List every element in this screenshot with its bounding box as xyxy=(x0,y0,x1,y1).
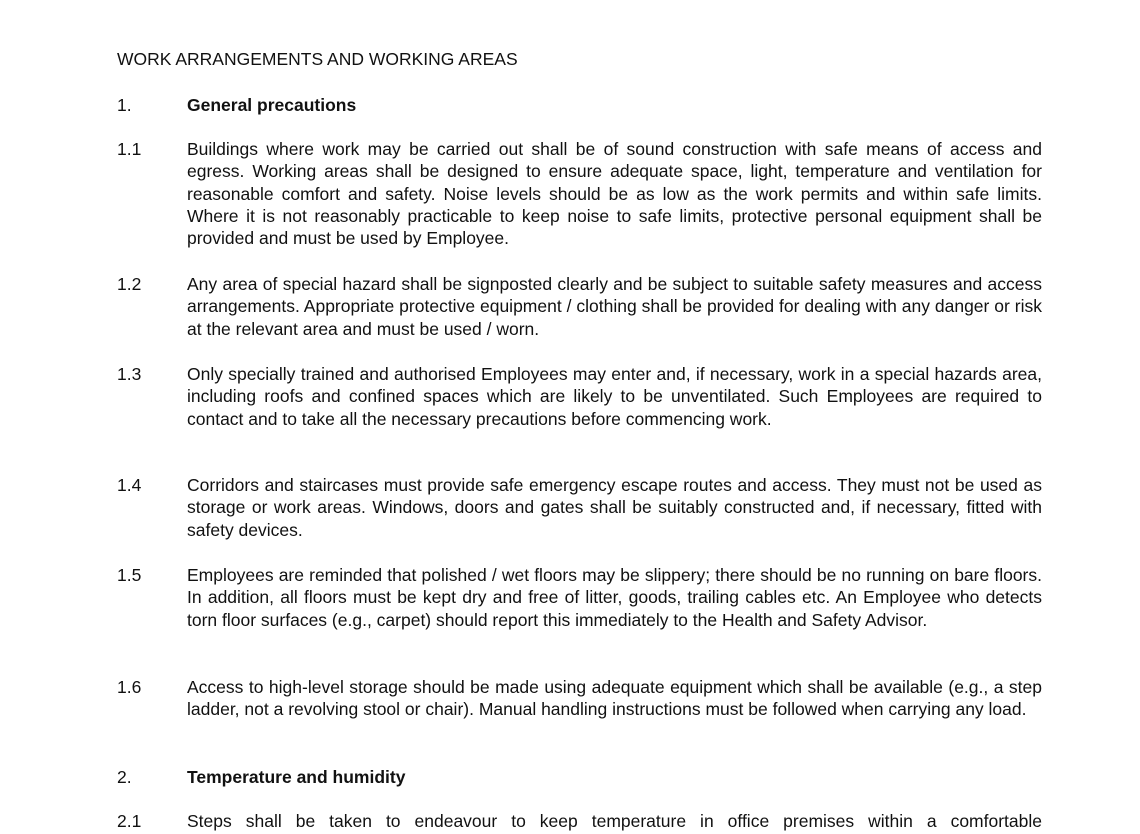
clause-number: 1.3 xyxy=(117,364,142,384)
clause-1-3 xyxy=(117,363,1042,430)
clause-text: Employees are reminded that polished / wet floors may be slippery; there should be no running on bare floors. In addition, all floors must be kept dry and free of litter, goods, trailing cables etc. An Employee who detects torn floor surfaces (e.g., carpet) should report this immediately to the Health and Safety Advisor. xyxy=(187,565,1042,630)
clause-text: Only specially trained and authorised Employees may enter and, if necessary, work in a special hazards area, including roofs and confined spaces which are likely to be unventilated. Such Employees are required to contact and to take all the necessary precautions before commencing work. xyxy=(187,364,1042,429)
clause-number: 2.1 xyxy=(117,811,142,831)
clause-2-1 xyxy=(117,810,1042,832)
document-title: WORK ARRANGEMENTS AND WORKING AREAS xyxy=(117,49,518,69)
clause-number: 1.4 xyxy=(117,475,142,495)
clause-1-1 xyxy=(117,138,1042,249)
clause-number: 1.5 xyxy=(117,565,142,585)
clause-1-4 xyxy=(117,474,1042,541)
clause-1-5 xyxy=(117,564,1042,631)
clause-text: Access to high-level storage should be made using adequate equipment which shall be available (e.g., a step ladder, not a revolving stool or chair). Manual handling instructions must be followed when carrying any load. xyxy=(187,677,1042,720)
section-number: 1. xyxy=(117,95,132,115)
section-title: General precautions xyxy=(187,95,357,115)
clause-text: Steps shall be taken to endeavour to keep temperature in office premises within a comfortable xyxy=(187,811,1042,831)
clause-number: 1.6 xyxy=(117,677,142,697)
clause-text: Any area of special hazard shall be signposted clearly and be subject to suitable safety measures and access arrangements. Appropriate protective equipment / clothing shall be provided for dealing with any danger or risk at the relevant area and must be used / worn. xyxy=(187,274,1042,339)
clause-number: 1.2 xyxy=(117,274,142,294)
clause-text: Corridors and staircases must provide safe emergency escape routes and access. They must not be used as storage or work areas. Windows, doors and gates shall be suitably constructed and, if necessary, fitted with safety devices. xyxy=(187,475,1042,540)
clause-number: 1.1 xyxy=(117,139,142,159)
section-number: 2. xyxy=(117,767,132,787)
clause-text: Buildings where work may be carried out shall be of sound construction with safe means of access and egress. Working areas shall be designed to ensure adequate space, light, temperature and ventilation for reasonable comfort and safety. Noise levels should be as low as the work permits and within safe limits. Where it is not reasonably practicable to keep noise to safe limits, protective personal equipment shall be provided and must be used by Employee. xyxy=(187,139,1042,249)
clause-1-2 xyxy=(117,273,1042,340)
section-title: Temperature and humidity xyxy=(187,767,406,787)
clause-1-6 xyxy=(117,676,1042,721)
